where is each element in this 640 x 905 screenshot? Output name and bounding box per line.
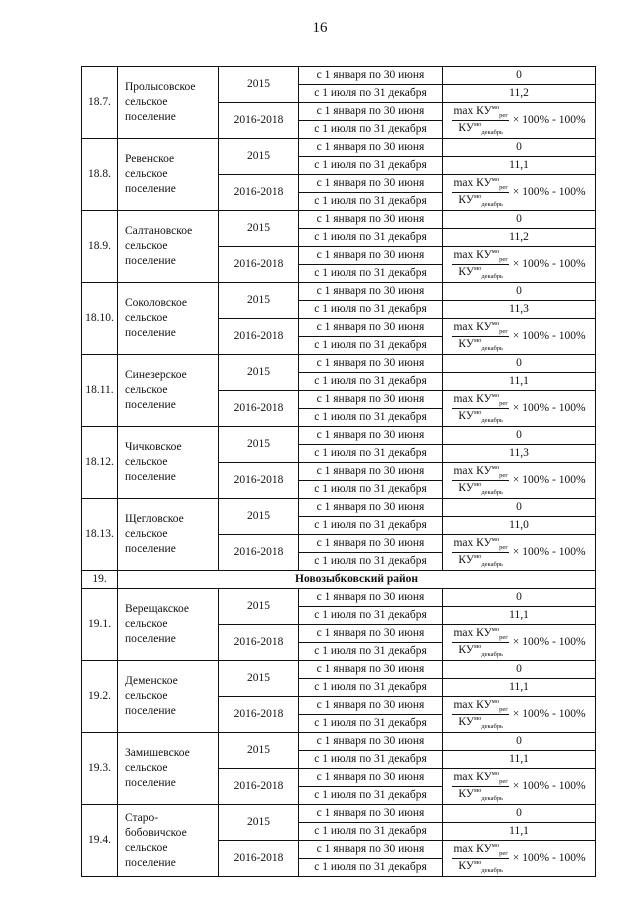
- settlement-name: Пролысовское сельское поселение: [118, 67, 219, 139]
- formula-fraction: [452, 699, 508, 731]
- formula-numerator-sub: рег: [499, 777, 508, 785]
- formula-numerator-sup: мо: [491, 391, 500, 399]
- formula-denominator-main: КУ: [458, 554, 474, 566]
- year-cell: 2016-2018: [219, 535, 299, 571]
- formula-tail: × 100% - 100%: [512, 545, 586, 558]
- row-number: 19.4.: [82, 805, 118, 877]
- formula-numerator: [452, 393, 508, 410]
- formula-denominator: [458, 553, 503, 569]
- formula: [443, 771, 595, 803]
- table-row: [82, 589, 596, 607]
- table-row: [82, 805, 596, 823]
- formula-fraction: [452, 321, 508, 353]
- table-row: [82, 67, 596, 85]
- formula-numerator: [452, 627, 508, 644]
- formula-denominator: [458, 409, 503, 425]
- value-cell: 11,2: [443, 229, 596, 247]
- year-cell: 2016-2018: [219, 247, 299, 283]
- formula-denominator-sup: мо: [473, 553, 482, 560]
- formula-numerator-main: max КУ: [453, 842, 492, 855]
- year-cell: 2015: [219, 499, 299, 535]
- table-row: [82, 139, 596, 157]
- formula-fraction: [452, 627, 508, 659]
- formula-denominator-sub: декабрь: [481, 129, 504, 136]
- value-cell: 11,1: [443, 157, 596, 175]
- value-cell: 11,1: [443, 607, 596, 625]
- value-cell: 11,1: [443, 373, 596, 391]
- period-cell: с 1 января по 30 июня: [299, 769, 443, 787]
- district-row: [82, 571, 596, 589]
- formula-tail: × 100% - 100%: [512, 779, 586, 792]
- formula-denominator-main: КУ: [458, 194, 474, 206]
- year-cell: 2016-2018: [219, 697, 299, 733]
- formula-tail: × 100% - 100%: [512, 329, 586, 342]
- formula-cell: [443, 463, 596, 499]
- formula-denominator-sub: декабрь: [481, 417, 504, 424]
- year-cell: 2015: [219, 283, 299, 319]
- tariff-table-body: [82, 67, 596, 877]
- formula-numerator-sub: рег: [499, 399, 508, 407]
- year-cell: 2015: [219, 211, 299, 247]
- formula-numerator-sup: мо: [491, 103, 500, 111]
- formula-denominator: [458, 121, 503, 137]
- formula-numerator: [452, 537, 508, 554]
- year-cell: 2016-2018: [219, 625, 299, 661]
- period-cell: с 1 июля по 31 декабря: [299, 373, 443, 391]
- formula-tail: × 100% - 100%: [512, 707, 586, 720]
- formula: [443, 843, 595, 875]
- period-cell: с 1 июля по 31 декабря: [299, 157, 443, 175]
- formula-denominator: [458, 715, 503, 731]
- formula-denominator: [458, 481, 503, 497]
- year-cell: 2015: [219, 139, 299, 175]
- formula-denominator-sup: мо: [473, 859, 482, 866]
- period-cell: с 1 июля по 31 декабря: [299, 445, 443, 463]
- value-cell: 0: [443, 427, 596, 445]
- formula-tail: × 100% - 100%: [512, 635, 586, 648]
- row-number: 19.2.: [82, 661, 118, 733]
- formula: [443, 699, 595, 731]
- period-cell: с 1 июля по 31 декабря: [299, 85, 443, 103]
- period-cell: с 1 января по 30 июня: [299, 625, 443, 643]
- formula-fraction: [452, 249, 508, 281]
- year-cell: 2016-2018: [219, 103, 299, 139]
- formula-denominator-sup: мо: [473, 715, 482, 722]
- formula: [443, 177, 595, 209]
- period-cell: с 1 января по 30 июня: [299, 589, 443, 607]
- formula-tail: × 100% - 100%: [512, 185, 586, 198]
- table-row: [82, 283, 596, 301]
- period-cell: с 1 июля по 31 декабря: [299, 409, 443, 427]
- formula-numerator-sup: мо: [491, 841, 500, 849]
- formula-numerator-sub: рег: [499, 849, 508, 857]
- period-cell: с 1 июля по 31 декабря: [299, 553, 443, 571]
- formula: [443, 105, 595, 137]
- table-row: [82, 211, 596, 229]
- formula-denominator: [458, 643, 503, 659]
- formula: [443, 393, 595, 425]
- formula-numerator-main: max КУ: [453, 248, 492, 261]
- formula-numerator: [452, 321, 508, 338]
- row-number: 18.12.: [82, 427, 118, 499]
- settlement-name: Соколовское сельское поселение: [118, 283, 219, 355]
- formula-denominator-main: КУ: [458, 644, 474, 656]
- formula-numerator-sup: мо: [491, 535, 500, 543]
- year-cell: 2015: [219, 661, 299, 697]
- formula-cell: [443, 175, 596, 211]
- value-cell: 11,3: [443, 445, 596, 463]
- formula-fraction: [452, 843, 508, 875]
- formula-fraction: [452, 177, 508, 209]
- period-cell: с 1 января по 30 июня: [299, 211, 443, 229]
- formula-denominator-main: КУ: [458, 860, 474, 872]
- formula-numerator-main: max КУ: [453, 464, 492, 477]
- period-cell: с 1 января по 30 июня: [299, 175, 443, 193]
- formula-cell: [443, 769, 596, 805]
- year-cell: 2016-2018: [219, 463, 299, 499]
- period-cell: с 1 июля по 31 декабря: [299, 265, 443, 283]
- formula-numerator-main: max КУ: [453, 698, 492, 711]
- period-cell: с 1 января по 30 июня: [299, 67, 443, 85]
- formula-numerator: [452, 771, 508, 788]
- formula-denominator-main: КУ: [458, 338, 474, 350]
- period-cell: с 1 июля по 31 декабря: [299, 517, 443, 535]
- formula-cell: [443, 535, 596, 571]
- formula-numerator-main: max КУ: [453, 626, 492, 639]
- formula-denominator-sub: декабрь: [481, 489, 504, 496]
- formula-denominator-main: КУ: [458, 788, 474, 800]
- settlement-name: Щегловское сельское поселение: [118, 499, 219, 571]
- period-cell: с 1 июля по 31 декабря: [299, 121, 443, 139]
- period-cell: с 1 июля по 31 декабря: [299, 715, 443, 733]
- formula-numerator-sub: рег: [499, 111, 508, 119]
- period-cell: с 1 января по 30 июня: [299, 283, 443, 301]
- formula-denominator: [458, 859, 503, 875]
- settlement-name: Верещакское сельское поселение: [118, 589, 219, 661]
- value-cell: 0: [443, 805, 596, 823]
- settlement-name: Старо-бобовичское сельское поселение: [118, 805, 219, 877]
- settlement-name: Замишевское сельское поселение: [118, 733, 219, 805]
- period-cell: с 1 июля по 31 декабря: [299, 193, 443, 211]
- formula-numerator-main: max КУ: [453, 770, 492, 783]
- formula-denominator-sup: мо: [473, 643, 482, 650]
- formula-cell: [443, 391, 596, 427]
- page-number: 16: [312, 20, 328, 36]
- formula-numerator-sup: мо: [491, 625, 500, 633]
- table-row: [82, 499, 596, 517]
- row-number: 18.9.: [82, 211, 118, 283]
- formula-numerator-sub: рег: [499, 543, 508, 551]
- formula-denominator-sup: мо: [473, 193, 482, 200]
- formula-numerator-main: max КУ: [453, 320, 492, 333]
- period-cell: с 1 января по 30 июня: [299, 139, 443, 157]
- formula-numerator-sub: рег: [499, 255, 508, 263]
- formula-denominator-sup: мо: [473, 787, 482, 794]
- formula-numerator-sub: рег: [499, 327, 508, 335]
- formula-denominator-main: КУ: [458, 122, 474, 134]
- value-cell: 0: [443, 499, 596, 517]
- formula: [443, 321, 595, 353]
- period-cell: с 1 января по 30 июня: [299, 499, 443, 517]
- formula-numerator-sub: рег: [499, 705, 508, 713]
- period-cell: с 1 января по 30 июня: [299, 103, 443, 121]
- value-cell: 0: [443, 589, 596, 607]
- value-cell: 0: [443, 355, 596, 373]
- period-cell: с 1 января по 30 июня: [299, 319, 443, 337]
- settlement-name: Ревенское сельское поселение: [118, 139, 219, 211]
- table-row: [82, 733, 596, 751]
- formula-cell: [443, 841, 596, 877]
- row-number: 18.10.: [82, 283, 118, 355]
- formula-denominator-sub: декабрь: [481, 561, 504, 568]
- formula-denominator-sub: декабрь: [481, 795, 504, 802]
- period-cell: с 1 января по 30 июня: [299, 391, 443, 409]
- formula-fraction: [452, 105, 508, 137]
- settlement-name: Чичковское сельское поселение: [118, 427, 219, 499]
- value-cell: 0: [443, 733, 596, 751]
- value-cell: 0: [443, 67, 596, 85]
- year-cell: 2016-2018: [219, 391, 299, 427]
- formula-numerator-sup: мо: [491, 697, 500, 705]
- formula-denominator-sup: мо: [473, 265, 482, 272]
- value-cell: 11,1: [443, 823, 596, 841]
- formula-numerator-main: max КУ: [453, 176, 492, 189]
- formula-denominator-sub: декабрь: [481, 651, 504, 658]
- formula-cell: [443, 319, 596, 355]
- formula-numerator-sub: рег: [499, 183, 508, 191]
- formula-denominator-main: КУ: [458, 266, 474, 278]
- value-cell: 11,3: [443, 301, 596, 319]
- period-cell: с 1 июля по 31 декабря: [299, 787, 443, 805]
- period-cell: с 1 июля по 31 декабря: [299, 751, 443, 769]
- formula-fraction: [452, 393, 508, 425]
- period-cell: с 1 января по 30 июня: [299, 733, 443, 751]
- period-cell: с 1 января по 30 июня: [299, 355, 443, 373]
- year-cell: 2015: [219, 427, 299, 463]
- period-cell: с 1 января по 30 июня: [299, 535, 443, 553]
- formula-fraction: [452, 771, 508, 803]
- table-row: [82, 355, 596, 373]
- formula-numerator-main: max КУ: [453, 104, 492, 117]
- district-number: 19.: [82, 571, 118, 589]
- formula-denominator-sub: декабрь: [481, 345, 504, 352]
- period-cell: с 1 июля по 31 декабря: [299, 301, 443, 319]
- period-cell: с 1 января по 30 июня: [299, 697, 443, 715]
- settlement-name: Салтановское сельское поселение: [118, 211, 219, 283]
- formula-numerator-sub: рег: [499, 633, 508, 641]
- period-cell: с 1 июля по 31 декабря: [299, 679, 443, 697]
- formula-denominator: [458, 787, 503, 803]
- formula-numerator: [452, 465, 508, 482]
- formula-numerator: [452, 699, 508, 716]
- value-cell: 11,1: [443, 679, 596, 697]
- formula-denominator-sub: декабрь: [481, 867, 504, 874]
- formula-numerator: [452, 249, 508, 266]
- formula-numerator-sup: мо: [491, 463, 500, 471]
- formula-tail: × 100% - 100%: [512, 113, 586, 126]
- value-cell: 11,2: [443, 85, 596, 103]
- year-cell: 2015: [219, 733, 299, 769]
- formula-numerator-main: max КУ: [453, 536, 492, 549]
- formula-denominator: [458, 193, 503, 209]
- year-cell: 2015: [219, 589, 299, 625]
- formula-denominator-main: КУ: [458, 482, 474, 494]
- row-number: 18.7.: [82, 67, 118, 139]
- period-cell: с 1 июля по 31 декабря: [299, 337, 443, 355]
- formula-fraction: [452, 465, 508, 497]
- settlement-name: Деменское сельское поселение: [118, 661, 219, 733]
- formula-cell: [443, 103, 596, 139]
- period-cell: с 1 января по 30 июня: [299, 805, 443, 823]
- formula-denominator-sub: декабрь: [481, 201, 504, 208]
- settlement-name: Синезерское сельское поселение: [118, 355, 219, 427]
- formula-numerator-sup: мо: [491, 319, 500, 327]
- formula-cell: [443, 625, 596, 661]
- row-number: 18.8.: [82, 139, 118, 211]
- formula-denominator-sub: декабрь: [481, 723, 504, 730]
- formula-denominator-sup: мо: [473, 121, 482, 128]
- formula-numerator: [452, 177, 508, 194]
- period-cell: с 1 июля по 31 декабря: [299, 859, 443, 877]
- formula-numerator-sup: мо: [491, 769, 500, 777]
- period-cell: с 1 января по 30 июня: [299, 247, 443, 265]
- formula-tail: × 100% - 100%: [512, 473, 586, 486]
- year-cell: 2016-2018: [219, 841, 299, 877]
- year-cell: 2016-2018: [219, 769, 299, 805]
- table-row: [82, 661, 596, 679]
- tariff-table: [81, 66, 596, 877]
- formula-denominator-sup: мо: [473, 481, 482, 488]
- value-cell: 0: [443, 283, 596, 301]
- period-cell: с 1 июля по 31 декабря: [299, 481, 443, 499]
- row-number: 19.1.: [82, 589, 118, 661]
- formula: [443, 627, 595, 659]
- value-cell: 0: [443, 661, 596, 679]
- period-cell: с 1 января по 30 июня: [299, 427, 443, 445]
- formula-numerator-main: max КУ: [453, 392, 492, 405]
- row-number: 18.13.: [82, 499, 118, 571]
- formula-denominator-main: КУ: [458, 716, 474, 728]
- year-cell: 2015: [219, 355, 299, 391]
- formula-cell: [443, 247, 596, 283]
- value-cell: 11,0: [443, 517, 596, 535]
- formula-denominator-sup: мо: [473, 337, 482, 344]
- formula-cell: [443, 697, 596, 733]
- formula: [443, 537, 595, 569]
- formula-fraction: [452, 537, 508, 569]
- period-cell: с 1 января по 30 июня: [299, 463, 443, 481]
- row-number: 18.11.: [82, 355, 118, 427]
- period-cell: с 1 июля по 31 декабря: [299, 607, 443, 625]
- formula-denominator: [458, 265, 503, 281]
- formula-denominator-sup: мо: [473, 409, 482, 416]
- formula-numerator: [452, 843, 508, 860]
- formula-tail: × 100% - 100%: [512, 401, 586, 414]
- formula-numerator-sup: мо: [491, 247, 500, 255]
- value-cell: 0: [443, 139, 596, 157]
- value-cell: 11,1: [443, 751, 596, 769]
- year-cell: 2015: [219, 67, 299, 103]
- year-cell: 2015: [219, 805, 299, 841]
- row-number: 19.3.: [82, 733, 118, 805]
- period-cell: с 1 июля по 31 декабря: [299, 643, 443, 661]
- period-cell: с 1 января по 30 июня: [299, 841, 443, 859]
- formula: [443, 465, 595, 497]
- period-cell: с 1 января по 30 июня: [299, 661, 443, 679]
- district-name: Новозыбковский район: [118, 571, 596, 589]
- year-cell: 2016-2018: [219, 175, 299, 211]
- period-cell: с 1 июля по 31 декабря: [299, 823, 443, 841]
- table-row: [82, 427, 596, 445]
- formula: [443, 249, 595, 281]
- formula-denominator-main: КУ: [458, 410, 474, 422]
- formula-numerator: [452, 105, 508, 122]
- period-cell: с 1 июля по 31 декабря: [299, 229, 443, 247]
- value-cell: 0: [443, 211, 596, 229]
- formula-numerator-sub: рег: [499, 471, 508, 479]
- year-cell: 2016-2018: [219, 319, 299, 355]
- formula-numerator-sup: мо: [491, 175, 500, 183]
- formula-tail: × 100% - 100%: [512, 257, 586, 270]
- formula-tail: × 100% - 100%: [512, 851, 586, 864]
- formula-denominator: [458, 337, 503, 353]
- formula-denominator-sub: декабрь: [481, 273, 504, 280]
